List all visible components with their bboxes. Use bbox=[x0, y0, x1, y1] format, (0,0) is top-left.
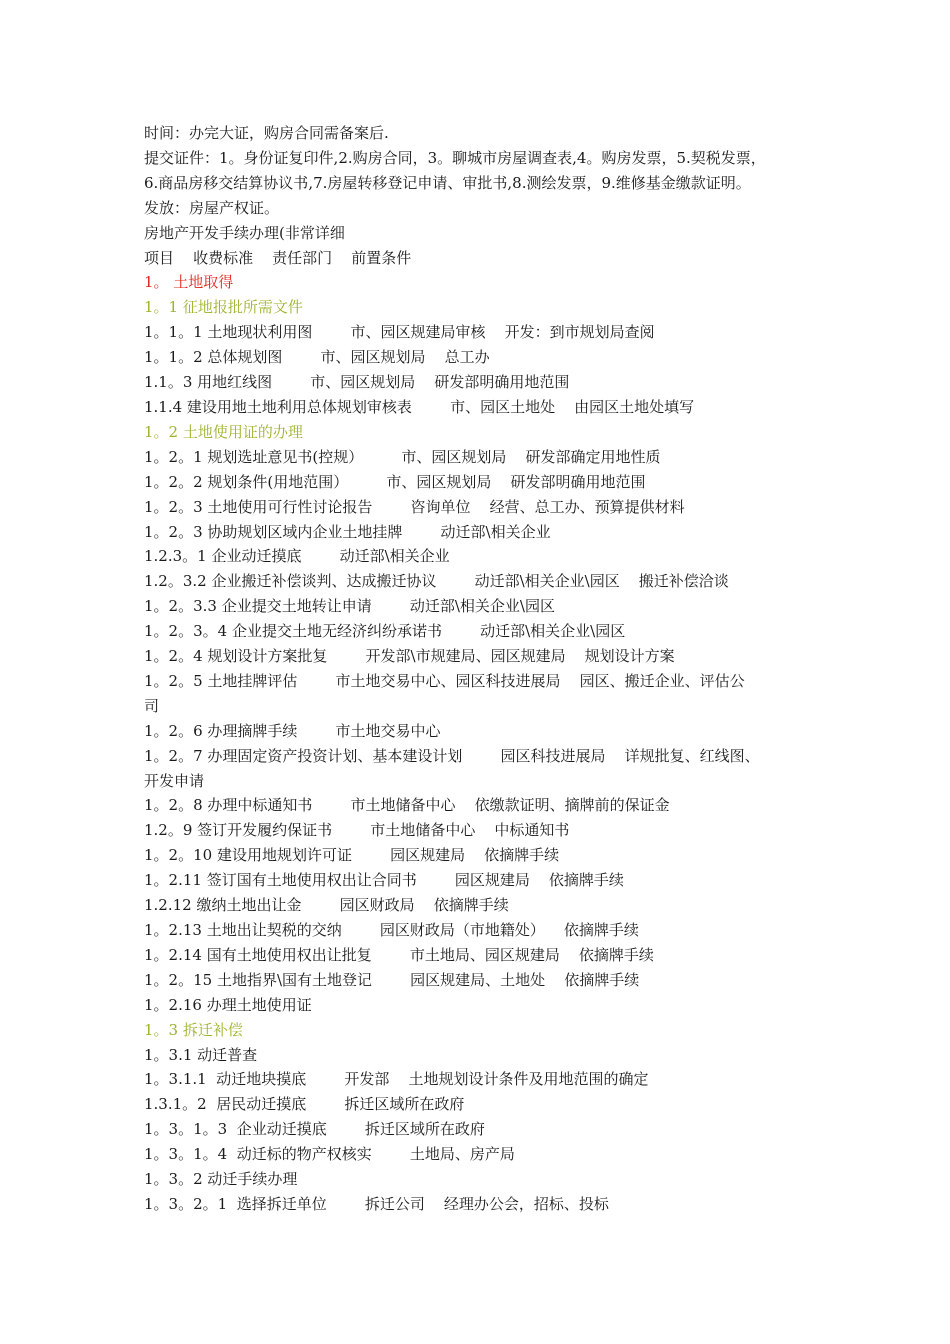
text-line: 1。2。5 土地挂牌评估 市土地交易中心、园区科技进展局 园区、搬迁企业、评估公 bbox=[144, 671, 745, 690]
text-line: 1。2。2 规划条件(用地范围） 市、园区规划局 研发部明确用地范围 bbox=[144, 472, 646, 491]
text-line: 1。2。4 规划设计方案批复 开发部\市规建局、园区规建局 规划设计方案 bbox=[144, 647, 675, 666]
text-line: 1。3。2。1 选择拆迁单位 拆迁公司 经理办公会，招标、投标 bbox=[144, 1194, 609, 1213]
section-heading: 1。3 拆迁补偿 bbox=[144, 1020, 243, 1039]
text-line: 1.1。3 用地红线图 市、园区规划局 研发部明确用地范围 bbox=[144, 373, 570, 392]
text-line: 1。2.11 签订国有土地使用权出让合同书 园区规建局 依摘牌手续 bbox=[144, 871, 624, 890]
text-line: 1。2。3。4 企业提交土地无经济纠纷承诺书 动迁部\相关企业\园区 bbox=[144, 622, 626, 641]
text-line: 1.2。3.2 企业搬迁补偿谈判、达成搬迁协议 动迁部\相关企业\园区 搬迁补偿洽谈 bbox=[144, 572, 729, 591]
text-line: 1。2。7 办理固定资产投资计划、基本建设计划 园区科技进展局 详规批复、红线图、 bbox=[144, 746, 760, 765]
text-line: 项目 收费标准 责任部门 前置条件 bbox=[144, 248, 412, 267]
text-line: 1。2。6 办理摘牌手续 市土地交易中心 bbox=[144, 721, 441, 740]
text-line: 1。3。2 动迁手续办理 bbox=[144, 1170, 298, 1189]
text-line: 司 bbox=[144, 696, 160, 715]
text-line: 1。3.1 动迁普查 bbox=[144, 1045, 258, 1064]
text-line: 1。1。2 总体规划图 市、园区规划局 总工办 bbox=[144, 348, 490, 367]
text-line: 1。3。1。4 动迁标的物产权核实 土地局、房产局 bbox=[144, 1145, 515, 1164]
text-line: 发放：房屋产权证。 bbox=[144, 198, 280, 217]
section-heading: 1。1 征地报批所需文件 bbox=[144, 298, 303, 317]
document-body bbox=[144, 121, 824, 1217]
section-heading: 1。2 土地使用证的办理 bbox=[144, 422, 303, 441]
text-line: 1.2。9 签订开发履约保证书 市土地储备中心 中标通知书 bbox=[144, 821, 570, 840]
text-line: 1。3.1.1 动迁地块摸底 开发部 土地规划设计条件及用地范围的确定 bbox=[144, 1070, 649, 1089]
text-line: 提交证件：1。身份证复印件,2.购房合同，3。聊城市房屋调查表,4。购房发票，5.契税发票， bbox=[144, 148, 766, 167]
section-heading: 1。 土地取得 bbox=[144, 273, 234, 292]
text-line: 1。2。10 建设用地规划许可证 园区规建局 依摘牌手续 bbox=[144, 846, 560, 865]
text-line: 1。3。1。3 企业动迁摸底 拆迁区域所在政府 bbox=[144, 1120, 485, 1139]
text-line: 1。2。8 办理中标通知书 市土地储备中心 依缴款证明、摘牌前的保证金 bbox=[144, 796, 670, 815]
text-line: 开发申请 bbox=[144, 771, 205, 790]
text-line: 1。2.16 办理土地使用证 bbox=[144, 995, 312, 1014]
text-line: 1.1.4 建设用地土地利用总体规划审核表 市、园区土地处 由园区土地处填写 bbox=[144, 397, 695, 416]
text-line: 1。2.13 土地出让契税的交纳 园区财政局（市地籍处） 依摘牌手续 bbox=[144, 921, 639, 939]
text-line: 1.3.1。2 居民动迁摸底 拆迁区域所在政府 bbox=[144, 1095, 465, 1114]
text-line: 房地产开发手续办理(非常详细 bbox=[144, 223, 345, 242]
text-line: 1。2。3.3 企业提交土地转让申请 动迁部\相关企业\园区 bbox=[144, 597, 555, 616]
text-line: 1。2。3 协助规划区域内企业土地挂牌 动迁部\相关企业 bbox=[144, 522, 551, 541]
text-line: 1。1。1 土地现状利用图 市、园区规建局审核 开发：到市规划局查阅 bbox=[144, 323, 655, 342]
text-line: 6.商品房移交结算协议书,7.房屋转移登记申请、审批书,8.测绘发票，9.维修基金缴款证明。 bbox=[144, 173, 751, 192]
text-line: 1。2。3 土地使用可行性讨论报告 咨询单位 经营、总工办、预算提供材料 bbox=[144, 497, 685, 516]
text-line: 1.2.12 缴纳土地出让金 园区财政局 依摘牌手续 bbox=[144, 896, 509, 915]
text-line: 1。2。1 规划选址意见书(控规） 市、园区规划局 研发部确定用地性质 bbox=[144, 447, 661, 466]
text-line: 1.2.3。1 企业动迁摸底 动迁部\相关企业 bbox=[144, 547, 450, 566]
text-line: 1。2.14 国有土地使用权出让批复 市土地局、园区规建局 依摘牌手续 bbox=[144, 945, 654, 964]
text-line: 时间：办完大证，购房合同需备案后. bbox=[144, 124, 389, 142]
text-line: 1。2。15 土地指界\国有土地登记 园区规建局、土地处 依摘牌手续 bbox=[144, 970, 640, 989]
